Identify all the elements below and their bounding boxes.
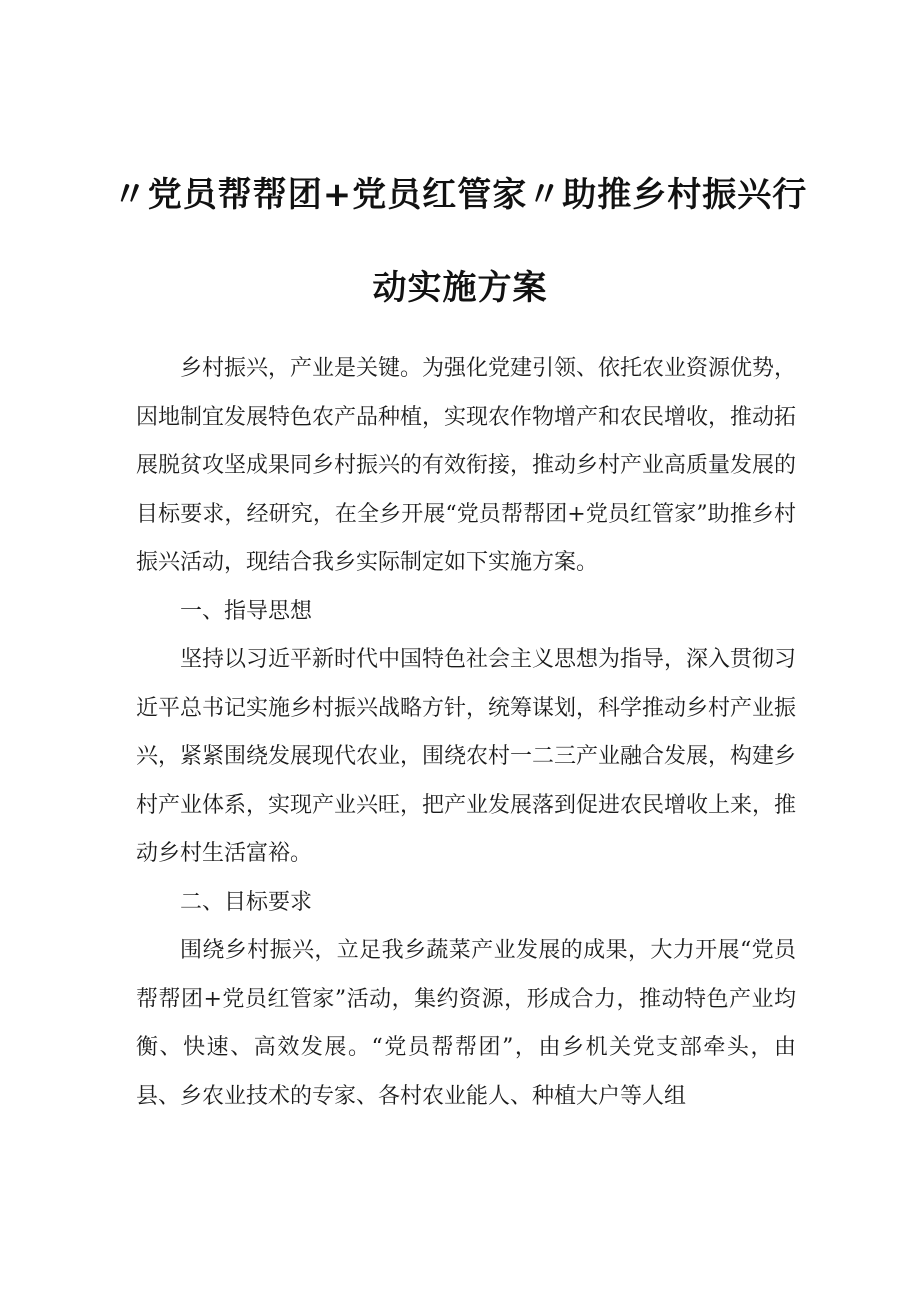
section-heading-goals: 二、目标要求 bbox=[180, 889, 313, 915]
section-heading-guiding-ideology: 一、指导思想 bbox=[180, 598, 313, 624]
document-body bbox=[136, 345, 796, 1121]
goals-paragraph: 围绕乡村振兴，立足我乡蔬菜产业发展的成果，大力开展“党员帮帮团+党员红管家”活动，集约资源，形成合力，推动特色产业均衡、快速、高效发展。“党员帮帮团”，由乡机关党支部牵头，由县、乡农业技术的专家、各村农业能人、种植大户等人组 bbox=[136, 938, 796, 1109]
guiding-ideology-paragraph: 坚持以习近平新时代中国特色社会主义思想为指导，深入贯彻习近平总书记实施乡村振兴战略方针，统筹谋划，科学推动乡村产业振兴，紧紧围绕发展现代农业，围绕农村一二三产业融合发展，构建乡村产业体系，实现产业兴旺，把产业发展落到促进农民增收上来，推动乡村生活富裕。 bbox=[136, 647, 797, 866]
intro-paragraph: 乡村振兴，产业是关键。为强化党建引领、依托农业资源优势，因地制宜发展特色农产品种植，实现农作物增产和农民增收，推动拓展脱贫攻坚成果同乡村振兴的有效衔接，推动乡村产业高质量发展的目标要求，经研究，在全乡开展“党员帮帮团+党员红管家”助推乡村振兴活动，现结合我乡实际制定如下实施方案。 bbox=[136, 356, 797, 575]
document-title-line-2: 动实施方案 bbox=[372, 268, 548, 308]
document-title-line-1: 〃党员帮帮团+党员红管家〃助推乡村振兴行 bbox=[112, 175, 808, 215]
